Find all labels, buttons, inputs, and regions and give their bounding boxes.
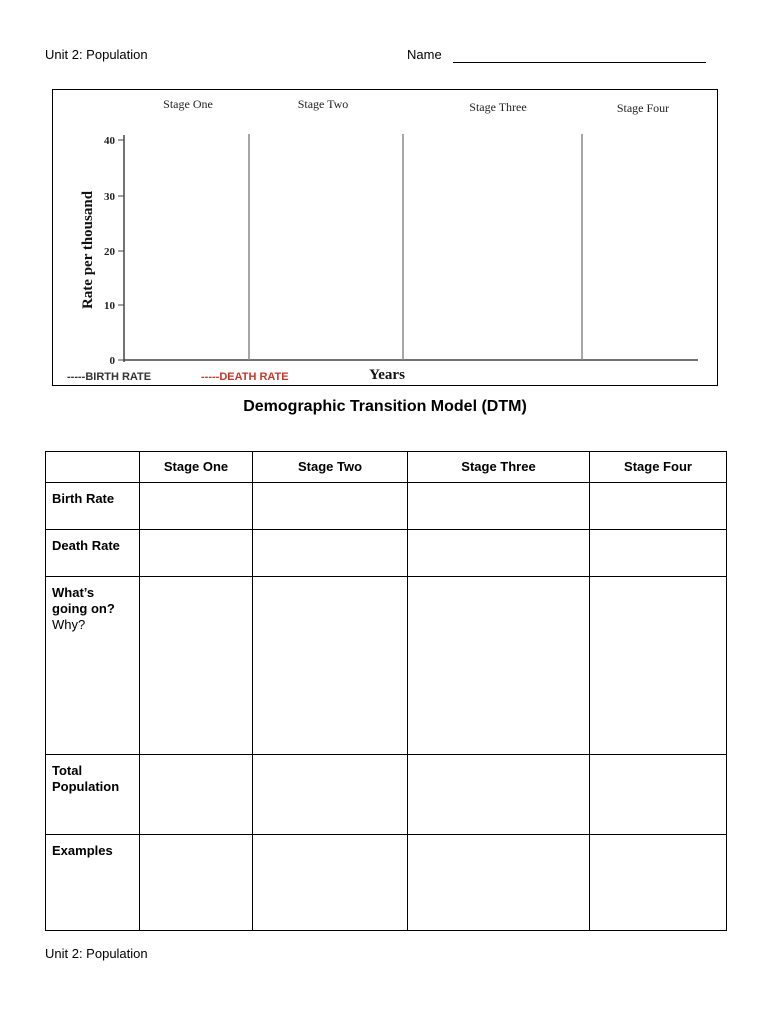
graph-stage-four-label: Stage Four	[616, 101, 670, 115]
unit-title: Unit 2: Population	[45, 47, 148, 62]
answer-cell[interactable]	[590, 835, 727, 931]
graph-stage-two-label: Stage Two	[297, 97, 349, 111]
answer-cell[interactable]	[590, 530, 727, 577]
header-empty-cell	[46, 452, 140, 483]
answer-cell[interactable]	[253, 755, 408, 835]
graph-stage-three-label: Stage Three	[469, 100, 527, 114]
answer-cell[interactable]	[140, 755, 253, 835]
answer-cell[interactable]	[140, 577, 253, 755]
answer-cell[interactable]	[140, 835, 253, 931]
table-row-birth-rate	[46, 483, 727, 530]
legend-death-rate: -----DEATH RATE	[201, 371, 289, 383]
y-axis-label: Rate per thousand	[80, 190, 96, 310]
answer-cell[interactable]	[590, 577, 727, 755]
y-ticks	[118, 140, 124, 360]
row-label-total-population: Total Population	[52, 763, 120, 794]
header-stage-two: Stage Two	[253, 452, 408, 483]
table-row-whats-going-on	[46, 577, 727, 755]
footer-unit-title: Unit 2: Population	[45, 946, 148, 961]
y-tick-label-20: 20	[104, 246, 115, 258]
header-stage-one: Stage One	[140, 452, 253, 483]
answer-cell[interactable]	[408, 530, 590, 577]
y-tick-label-40: 40	[104, 135, 115, 147]
answer-cell[interactable]	[253, 577, 408, 755]
answer-cell[interactable]	[253, 483, 408, 530]
table-header-row	[46, 452, 727, 483]
row-label-cell	[46, 755, 140, 835]
row-label-cell	[46, 835, 140, 931]
row-label-birth-rate: Birth Rate	[52, 491, 115, 506]
graph-stage-one-label: Stage One	[163, 97, 213, 111]
answer-cell[interactable]	[408, 835, 590, 931]
row-label-whats-going-on: What’s going on?	[52, 585, 115, 616]
row-sublabel-why: Why?	[52, 617, 86, 632]
answer-cell[interactable]	[140, 530, 253, 577]
answer-cell[interactable]	[253, 530, 408, 577]
dtm-table	[45, 451, 727, 931]
row-label-death-rate: Death Rate	[52, 538, 120, 553]
legend-birth-rate: -----BIRTH RATE	[67, 371, 152, 383]
table-row-examples	[46, 835, 727, 931]
answer-cell[interactable]	[590, 755, 727, 835]
y-tick-label-30: 30	[104, 191, 115, 203]
row-label-cell	[46, 530, 140, 577]
answer-cell[interactable]	[140, 483, 253, 530]
row-label-cell	[46, 483, 140, 530]
answer-cell[interactable]	[408, 577, 590, 755]
y-tick-label-10: 10	[104, 300, 115, 312]
header-stage-three: Stage Three	[408, 452, 590, 483]
table-row-death-rate	[46, 530, 727, 577]
x-axis-label: Years	[369, 367, 405, 383]
answer-cell[interactable]	[590, 483, 727, 530]
name-label: Name	[407, 47, 442, 62]
answer-cell[interactable]	[408, 755, 590, 835]
dtm-caption: Demographic Transition Model (DTM)	[243, 398, 527, 415]
name-field[interactable]	[453, 62, 706, 63]
header-stage-four: Stage Four	[590, 452, 727, 483]
row-label-examples: Examples	[52, 843, 113, 858]
dtm-graph-svg	[53, 90, 719, 387]
answer-cell[interactable]	[408, 483, 590, 530]
answer-cell[interactable]	[253, 835, 408, 931]
row-label-cell	[46, 577, 140, 755]
dtm-graph	[52, 89, 718, 386]
y-tick-label-0: 0	[109, 355, 115, 367]
table-row-total-population	[46, 755, 727, 835]
